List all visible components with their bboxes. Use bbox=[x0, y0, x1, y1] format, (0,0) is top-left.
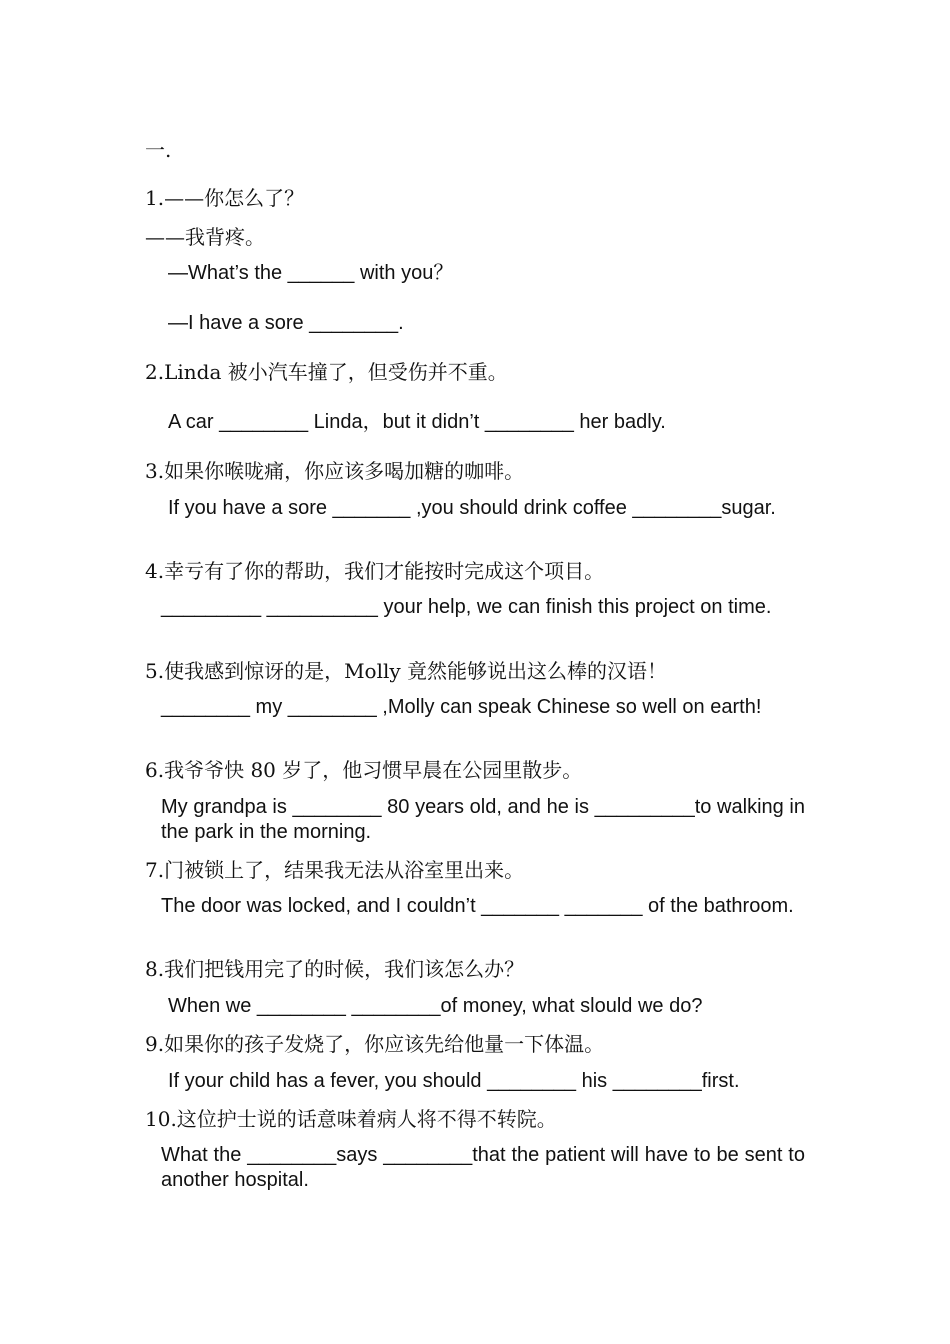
question-10-english: What the ________says ________that the patient will have to be sent to another hospital. bbox=[161, 1144, 805, 1191]
question-10-chinese: 10.这位护士说的话意味着病人将不得不转院。 bbox=[145, 1107, 557, 1131]
question-8-english: When we ________ ________of money, what slould we do? bbox=[168, 995, 703, 1017]
question-3-english: If you have a sore _______ ,you should drink coffee ________sugar. bbox=[168, 497, 776, 519]
question-9-chinese: 9.如果你的孩子发烧了，你应该先给他量一下体温。 bbox=[145, 1032, 605, 1056]
question-3-chinese: 3.如果你喉咙痛，你应该多喝加糖的咖啡。 bbox=[145, 459, 525, 483]
question-2-english: A car ________ Linda，but it didn’t ________ her badly. bbox=[168, 411, 666, 433]
question-1-english-line-2: —I have a sore ________. bbox=[168, 312, 404, 334]
question-6-english: My grandpa is ________ 80 years old, and he is _________to walking in the park in the morning. bbox=[161, 796, 805, 843]
question-8-chinese: 8.我们把钱用完了的时候，我们该怎么办？ bbox=[145, 957, 525, 981]
question-1-chinese-line-2: ——我背疼。 bbox=[145, 225, 265, 249]
question-7-english: The door was locked, and I couldn’t _______ _______ of the bathroom. bbox=[161, 895, 794, 917]
question-9-english: If your child has a fever, you should ________ his ________first. bbox=[168, 1070, 740, 1092]
question-1-english-line-1: —What’s the ______ with you？ bbox=[168, 262, 454, 284]
question-4-english: _________ __________ your help, we can finish this project on time. bbox=[161, 596, 772, 618]
question-4-chinese: 4.幸亏有了你的帮助，我们才能按时完成这个项目。 bbox=[145, 559, 605, 583]
question-5-english: ________ my ________ ,Molly can speak Chinese so well on earth! bbox=[161, 696, 762, 718]
section-heading: 一. bbox=[145, 138, 172, 162]
question-1-chinese-line-1: 1.——你怎么了？ bbox=[145, 186, 305, 210]
question-5-chinese: 5.使我感到惊讶的是，Molly 竟然能够说出这么棒的汉语！ bbox=[145, 659, 668, 683]
question-6-chinese: 6.我爷爷快 80 岁了，他习惯早晨在公园里散步。 bbox=[145, 758, 583, 782]
question-7-chinese: 7.门被锁上了，结果我无法从浴室里出来。 bbox=[145, 858, 525, 882]
question-2-chinese: 2.Linda 被小汽车撞了，但受伤并不重。 bbox=[145, 360, 508, 384]
